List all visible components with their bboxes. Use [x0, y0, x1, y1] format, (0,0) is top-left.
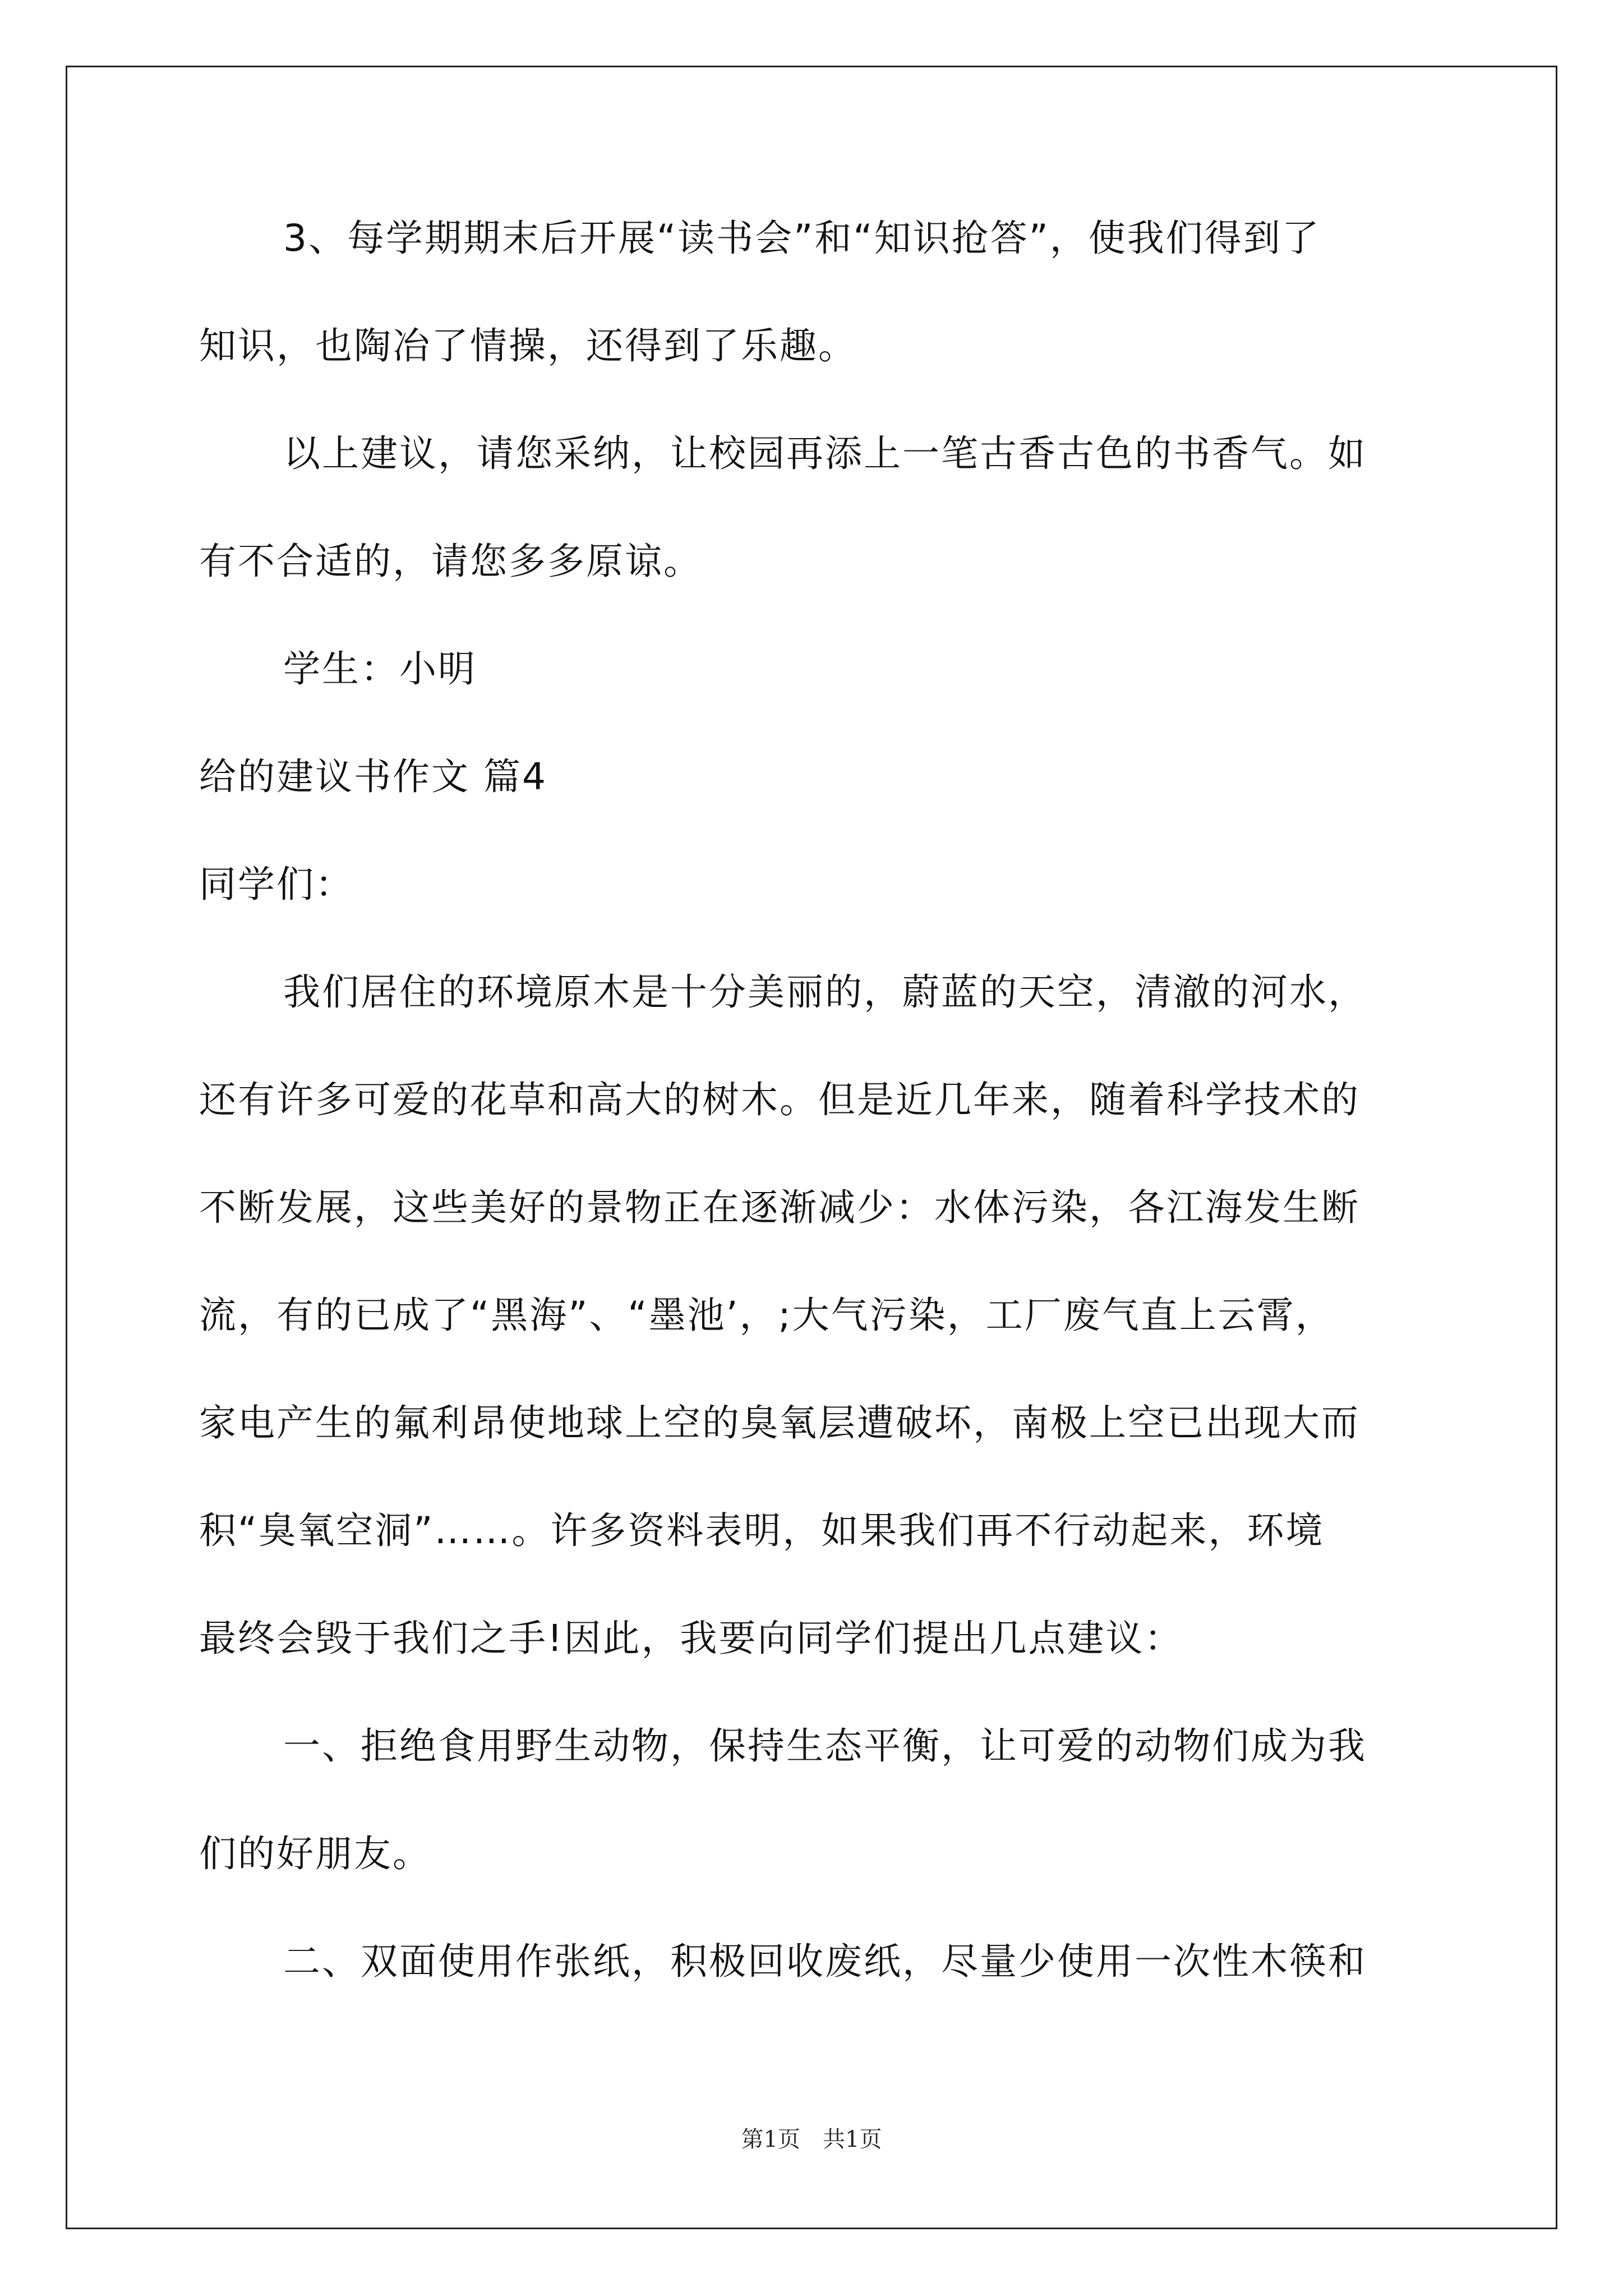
- page-footer: 第1页 共1页: [741, 2127, 882, 2152]
- page-border: [66, 66, 1557, 2229]
- section-heading: 给的建议书作文 篇4: [199, 755, 547, 798]
- paragraph-line: 以上建议，请您采纳，让校园再添上一笔古香古色的书香气。如: [283, 432, 1367, 475]
- paragraph-line: 知识，也陶冶了情操，还得到了乐趣。: [199, 324, 857, 367]
- paragraph-line: 有不合适的，请您多多原谅。: [199, 540, 702, 583]
- paragraph-line: 不断发展，这些美好的景物正在逐渐减少：水体污染，各江海发生断: [199, 1186, 1360, 1229]
- paragraph-line: 我们居住的环境原木是十分美丽的，蔚蓝的天空，清澈的河水，: [283, 970, 1367, 1014]
- salutation: 同学们：: [199, 863, 354, 906]
- paragraph-line: 二、双面使用作张纸，积极回收废纸，尽量少使用一次性木筷和: [283, 1940, 1367, 1983]
- paragraph-line: 家电产生的氟利昂使地球上空的臭氧层遭破坏，南极上空已出现大而: [199, 1401, 1360, 1444]
- paragraph-line: 流，有的已成了“黑海”、“墨池’，;大气污染，工厂废气直上云霄，: [199, 1294, 1334, 1337]
- paragraph-line: 们的好朋友。: [199, 1832, 431, 1875]
- paragraph-line: 积“臭氧空洞”……。许多资料表明，如果我们再不行动起来，环境: [199, 1509, 1325, 1552]
- paragraph-line: 3、每学期期末后开展“读书会”和“知识抢答”，使我们得到了: [283, 217, 1321, 260]
- paragraph-line: 最终会毁于我们之手!因此，我要向同学们提出几点建议：: [199, 1617, 1183, 1660]
- signature-line: 学生：小明: [283, 647, 477, 691]
- paragraph-line: 一、拒绝食用野生动物，保持生态平衡，让可爱的动物们成为我: [283, 1724, 1367, 1768]
- paragraph-line: 还有许多可爱的花草和高大的树木。但是近几年来，随着科学技术的: [199, 1078, 1360, 1121]
